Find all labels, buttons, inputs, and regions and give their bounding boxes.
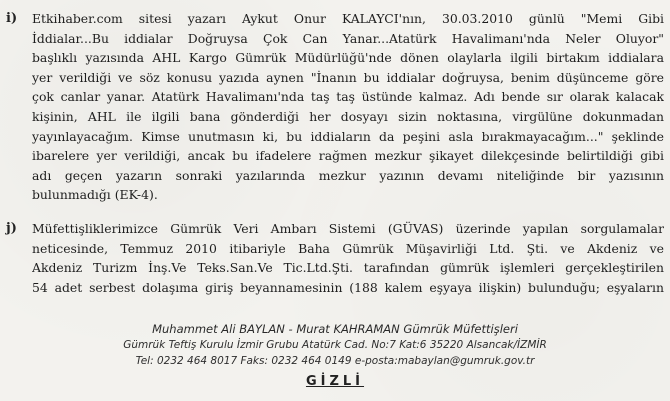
classification-label: GİZLİ <box>305 374 365 389</box>
paragraph-body <box>32 219 664 297</box>
paragraph-body <box>32 9 664 205</box>
text-line: 54 adet serbest dolaşıma giriş beyannamesinin (188 kalem eşyaya ilişkin) bulunduğu; eşyaların <box>32 279 664 295</box>
text-line: neticesinde, Temmuz 2010 itibariyle Baha Gümrük Müşavirliği Ltd. Şti. ve Akdeniz ve <box>32 240 664 256</box>
paragraph-item-i <box>6 9 664 205</box>
text-line: yayınlayacağım. Kimse unutmasın ki, bu iddiaların da peşini asla bırakmayacağım..." şeklinde <box>32 128 664 144</box>
footer-address: Gümrük Teftiş Kurulu İzmir Grubu Atatürk Cad. No:7 Kat:6 35220 Alsancak/İZMİR <box>123 339 547 351</box>
item-marker: i) <box>6 11 18 26</box>
text-line: Etkihaber.com sitesi yazarı Aykut Onur KALAYCI'nın, 30.03.2010 günlü "Memi Gibi <box>32 11 664 26</box>
text-line: İddialar...Bu iddialar Doğruysa Çok Can Yanar...Atatürk Havalimanı'nda Neler Oluyor" <box>32 30 664 46</box>
item-marker: j) <box>6 221 17 236</box>
text-line: ibarelere yer verildiği, ancak bu ifadelere rağmen mezkur şikayet dilekçesinde belirtildiği gibi <box>32 148 664 164</box>
text-line: Müfettişliklerimizce Gümrük Veri Ambarı Sistemi (GÜVAS) üzerinde yapılan sorgulamalar <box>32 221 664 236</box>
text-line: başlıklı yazısında AHL Kargo Gümrük Müdürlüğü'nde dönen olaylarla ilgili birtakım iddialara <box>32 50 664 66</box>
text-line: bulunmadığı (EK-4). <box>32 187 158 203</box>
text-line: kişinin, AHL ile ilgili bana gönderdiği her dosyayı sizin noktasına, virgülüne dokunmadan <box>32 108 664 124</box>
text-line: adı geçen yazarın sonraki yazılarında mezkur yazının devamı niteliğinde bir yazısının <box>32 167 664 183</box>
text-line: Akdeniz Turizm İnş.Ve Teks.San.Ve Tic.Ltd.Şti. tarafından gümrük işlemleri gerçekleştirilen <box>32 260 664 276</box>
footer-contact: Tel: 0232 464 8017 Faks: 0232 464 0149 e-posta:mabaylan@gumruk.gov.tr <box>135 355 535 367</box>
footer-inspector-names: Muhammet Ali BAYLAN - Murat KAHRAMAN Gümrük Müfettişleri <box>152 322 518 336</box>
paragraph-item-j <box>6 219 664 297</box>
text-line: yer verildiği ve söz konusu yazıda aynen "İnanın bu iddialar doğruysa, benim düşünceme göre <box>32 69 664 85</box>
text-line: çok canlar yanar. Atatürk Havalimanı'nda taş taş üstünde kalmaz. Adı bende sır olarak kalacak <box>32 89 664 105</box>
